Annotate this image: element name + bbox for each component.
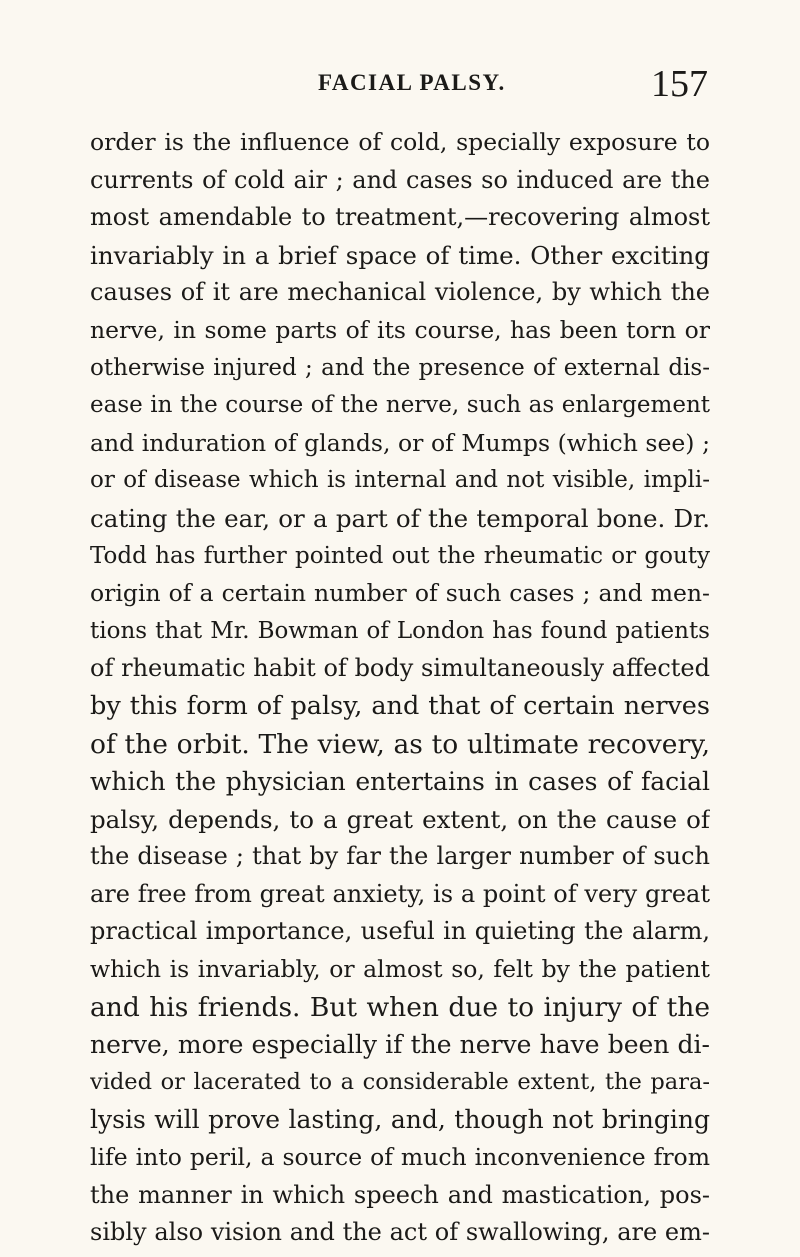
- text-line: the disease ; that by far the larger number of such: [90, 842, 710, 871]
- text-line: most amendable to treatment,—recovering almost: [90, 203, 710, 232]
- text-line: lysis will prove lasting, and, though not bringing: [90, 1105, 710, 1135]
- text-line: vided or lacerated to a considerable extent, the para-: [90, 1068, 710, 1095]
- running-head: [90, 63, 710, 112]
- text-line: which is invariably, or almost so, felt by the patient: [90, 955, 710, 984]
- text-line: and induration of glands, or of Mumps (which see) ;: [90, 428, 710, 457]
- text-line: practical importance, useful in quieting the alarm,: [90, 917, 710, 946]
- text-line: tions that Mr. Bowman of London has found patients: [90, 617, 710, 644]
- text-line: cating the ear, or a part of the temporal bone. Dr.: [90, 503, 710, 533]
- text-line: palsy, depends, to a great extent, on the cause of: [90, 804, 710, 834]
- text-line: Todd has further pointed out the rheumatic or gouty: [90, 542, 710, 569]
- text-line: of rheumatic habit of body simultaneously affected: [90, 654, 710, 683]
- text-line: otherwise injured ; and the presence of external dis-: [90, 354, 710, 381]
- text-line: causes of it are mechanical violence, by which the: [90, 278, 710, 307]
- text-line: and his friends. But when due to injury of the: [90, 991, 710, 1023]
- text-line: by this form of palsy, and that of certain nerves: [90, 690, 710, 721]
- text-line: nerve, more especially if the nerve have been di-: [90, 1030, 710, 1060]
- text-line: or of disease which is internal and not visible, impli-: [90, 467, 710, 494]
- text-line: currents of cold air ; and cases so induced are the: [90, 165, 710, 194]
- text-line: life into peril, a source of much inconvenience from: [90, 1143, 710, 1172]
- text-line: order is the influence of cold, specially exposure to: [90, 128, 710, 156]
- text-line: of the orbit. The view, as to ultimate recovery,: [90, 728, 710, 760]
- text-line: which the physician entertains in cases of facial: [90, 767, 710, 797]
- text-line: nerve, in some parts of its course, has been torn or: [90, 315, 710, 344]
- text-line: ease in the course of the nerve, such as enlargement: [90, 392, 710, 419]
- page-number: 157: [651, 63, 708, 105]
- running-head-title: FACIAL PALSY.: [318, 70, 506, 95]
- text-line: the manner in which speech and mastication, pos-: [90, 1180, 710, 1209]
- text-line: invariably in a brief space of time. Other exciting: [90, 240, 710, 270]
- text-line: sibly also vision and the act of swallowing, are em-: [90, 1218, 710, 1247]
- body-text: [90, 124, 710, 1252]
- text-line: origin of a certain number of such cases ; and men-: [90, 579, 710, 608]
- text-line: are free from great anxiety, is a point of very great: [90, 879, 710, 908]
